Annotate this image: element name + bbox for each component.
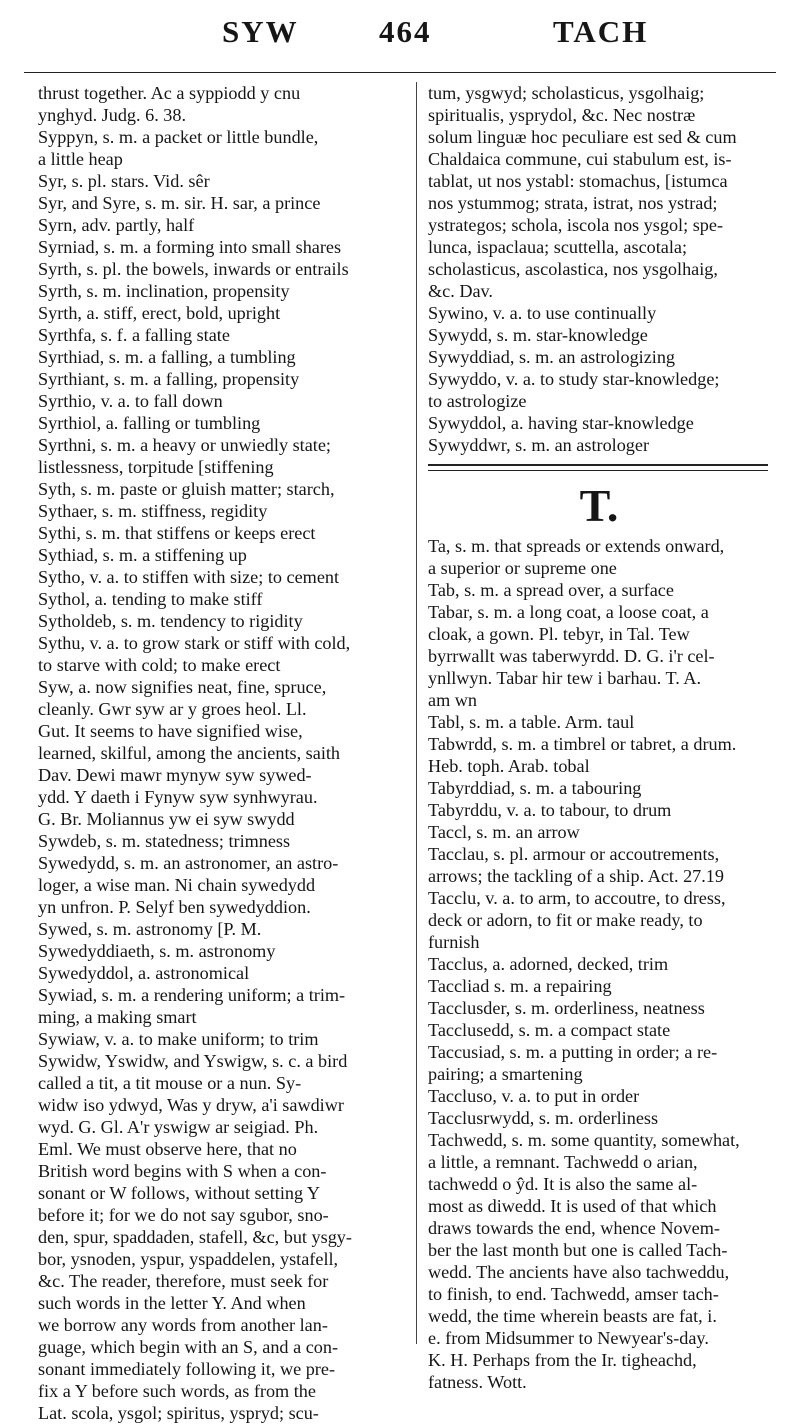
text-line: a little, a remnant. Tachwedd o arian,: [428, 1152, 698, 1172]
text-line: Sythi, s. m. that stiffens or keeps erect: [38, 523, 316, 543]
text-line: widw iso ydwyd, Was y dryw, a'i sawdiwr: [38, 1095, 344, 1115]
text-line: Syrthiol, a. falling or tumbling: [38, 413, 261, 433]
right-column-top: [428, 82, 780, 456]
text-line: am wn: [428, 690, 477, 710]
text-line: Taccluso, v. a. to put in order: [428, 1086, 640, 1106]
right-column-bottom: [428, 535, 780, 1393]
text-line: Taccl, s. m. an arrow: [428, 822, 580, 842]
text-line: solum linguæ hoc peculiare est sed & cum: [428, 127, 737, 147]
text-line: loger, a wise man. Ni chain sywedydd: [38, 875, 316, 895]
text-line: Eml. We must observe here, that no: [38, 1139, 297, 1159]
text-line: to starve with cold; to make erect: [38, 655, 281, 675]
text-line: tablat, ut nos ystabl: stomachus, [istumca: [428, 171, 728, 191]
text-line: Sytholdeb, s. m. tendency to rigidity: [38, 611, 303, 631]
text-line: Gut. It seems to have signified wise,: [38, 721, 303, 741]
text-line: wedd, the time wherein beasts are fat, i.: [428, 1306, 717, 1326]
section-letter: T.: [579, 480, 619, 531]
text-line: Sywiad, s. m. a rendering uniform; a trim-: [38, 985, 346, 1005]
text-line: Sywedyddol, a. astronomical: [38, 963, 250, 983]
text-line: most as diwedd. It is used of that which: [428, 1196, 717, 1216]
text-line: Syw, a. now signifies neat, fine, spruce,: [38, 677, 327, 697]
text-line: Sywino, v. a. to use continually: [428, 303, 657, 323]
text-line: Syrn, adv. partly, half: [38, 215, 195, 235]
text-line: Syrthio, v. a. to fall down: [38, 391, 223, 411]
text-line: Ta, s. m. that spreads or extends onward,: [428, 536, 725, 556]
text-line: ydd. Y daeth i Fynyw syw synhwyrau.: [38, 787, 318, 807]
text-line: listlessness, torpitude [stiffening: [38, 457, 274, 477]
header-right-guideword: TACH: [553, 14, 649, 49]
text-line: Sywidw, Yswidw, and Yswigw, s. c. a bird: [38, 1051, 348, 1071]
text-line: to finish, to end. Tachwedd, amser tach-: [428, 1284, 719, 1304]
text-line: Tab, s. m. a spread over, a surface: [428, 580, 674, 600]
text-line: before it; for we do not say sgubor, sno-: [38, 1205, 329, 1225]
right-column: [428, 82, 780, 1393]
text-line: Sythaer, s. m. stiffness, regidity: [38, 501, 268, 521]
text-line: Sythiad, s. m. a stiffening up: [38, 545, 247, 565]
text-line: Tabwrdd, s. m. a timbrel or tabret, a drum.: [428, 734, 737, 754]
text-line: Taccusiad, s. m. a putting in order; a re-: [428, 1042, 718, 1062]
text-line: pairing; a smartening: [428, 1064, 583, 1084]
text-line: Tachwedd, s. m. some quantity, somewhat,: [428, 1130, 740, 1150]
text-line: Sywyddol, a. having star-knowledge: [428, 413, 694, 433]
text-line: Tacclusrwydd, s. m. orderliness: [428, 1108, 659, 1128]
text-line: ynghyd. Judg. 6. 38.: [38, 105, 187, 125]
text-line: a little heap: [38, 149, 123, 169]
text-line: tachwedd o ŷd. It is also the same al-: [428, 1174, 698, 1194]
text-line: den, spur, spaddaden, stafell, &c, but ysgy-: [38, 1227, 352, 1247]
text-line: learned, skilful, among the ancients, saith: [38, 743, 341, 763]
text-line: Syrthfa, s. f. a falling state: [38, 325, 230, 345]
text-line: Syr, and Syre, s. m. sir. H. sar, a prince: [38, 193, 321, 213]
text-line: Sywdeb, s. m. statedness; trimness: [38, 831, 291, 851]
text-line: wedd. The ancients have also tachweddu,: [428, 1262, 730, 1282]
text-line: Lat. scola, ysgol; spiritus, yspryd; scu-: [38, 1403, 319, 1423]
text-line: ynllwyn. Tabar hir tew i barhau. T. A.: [428, 668, 701, 688]
text-line: Heb. toph. Arab. tobal: [428, 756, 590, 776]
text-line: we borrow any words from another lan-: [38, 1315, 328, 1335]
text-line: Sywedyddiaeth, s. m. astronomy: [38, 941, 276, 961]
text-line: sonant or W follows, without setting Y: [38, 1183, 321, 1203]
text-line: scholasticus, ascolastica, nos ysgolhaig,: [428, 259, 718, 279]
text-line: Taccliad s. m. a repairing: [428, 976, 612, 996]
text-line: arrows; the tackling of a ship. Act. 27.19: [428, 866, 724, 886]
text-line: yn unfron. P. Selyf ben sywedyddion.: [38, 897, 311, 917]
header-left-guideword: SYW: [222, 14, 299, 49]
header-rule: [24, 72, 776, 73]
text-line: to astrologize: [428, 391, 527, 411]
text-line: Syrth, a. stiff, erect, bold, upright: [38, 303, 281, 323]
text-line: Sywydd, s. m. star-knowledge: [428, 325, 648, 345]
text-line: Sythol, a. tending to make stiff: [38, 589, 263, 609]
text-line: tum, ysgwyd; scholasticus, ysgolhaig;: [428, 83, 705, 103]
text-line: ber the last month but one is called Tach-: [428, 1240, 728, 1260]
text-line: Sywyddwr, s. m. an astrologer: [428, 435, 650, 455]
text-line: Chaldaica commune, cui stabulum est, is-: [428, 149, 732, 169]
text-line: Syr, s. pl. stars. Vid. sêr: [38, 171, 210, 191]
text-line: Syrniad, s. m. a forming into small shares: [38, 237, 342, 257]
text-line: such words in the letter Y. And when: [38, 1293, 306, 1313]
text-line: Tacclau, s. pl. armour or accoutrements,: [428, 844, 720, 864]
text-line: Tacclu, v. a. to arm, to accoutre, to dress,: [428, 888, 726, 908]
text-line: spiritualis, ysprydol, &c. Nec nostræ: [428, 105, 696, 125]
column-divider: [416, 82, 417, 1344]
page-header: [0, 4, 801, 74]
text-line: Sywedydd, s. m. an astronomer, an astro-: [38, 853, 339, 873]
text-line: &c. The reader, therefore, must seek for: [38, 1271, 329, 1291]
text-line: Sytho, v. a. to stiffen with size; to cement: [38, 567, 340, 587]
text-line: Tabar, s. m. a long coat, a loose coat, a: [428, 602, 709, 622]
text-line: Syrth, s. m. inclination, propensity: [38, 281, 290, 301]
text-line: cleanly. Gwr syw ar y groes heol. Ll.: [38, 699, 307, 719]
text-line: deck or adorn, to fit or make ready, to: [428, 910, 703, 930]
text-line: called a tit, a tit mouse or a nun. Sy-: [38, 1073, 302, 1093]
text-line: Syppyn, s. m. a packet or little bundle,: [38, 127, 319, 147]
text-line: sonant immediately following it, we pre-: [38, 1359, 335, 1379]
text-line: Syrthni, s. m. a heavy or unwiedly state;: [38, 435, 331, 455]
page-number: 464: [379, 14, 432, 49]
section-separator: [428, 464, 768, 471]
text-line: nos ystummog; strata, istrat, nos ystrad;: [428, 193, 718, 213]
text-line: bor, ysnoden, yspur, yspaddelen, ystafell,: [38, 1249, 339, 1269]
text-line: Tabyrddu, v. a. to tabour, to drum: [428, 800, 672, 820]
text-line: lunca, ispaclaua; scuttella, ascotala;: [428, 237, 688, 257]
text-line: furnish: [428, 932, 480, 952]
text-line: Sywyddiad, s. m. an astrologizing: [428, 347, 676, 367]
text-line: Syth, s. m. paste or gluish matter; starch,: [38, 479, 335, 499]
text-line: thrust together. Ac a syppiodd y cnu: [38, 83, 301, 103]
text-line: Sywed, s. m. astronomy [P. M.: [38, 919, 262, 939]
text-line: fix a Y before such words, as from the: [38, 1381, 316, 1401]
text-line: Sywiaw, v. a. to make uniform; to trim: [38, 1029, 319, 1049]
text-line: Tacclus, a. adorned, decked, trim: [428, 954, 669, 974]
text-line: cloak, a gown. Pl. tebyr, in Tal. Tew: [428, 624, 690, 644]
text-line: Dav. Dewi mawr mynyw syw sywed-: [38, 765, 312, 785]
text-line: a superior or supreme one: [428, 558, 617, 578]
text-line: Tacclusder, s. m. orderliness, neatness: [428, 998, 705, 1018]
text-line: Tacclusedd, s. m. a compact state: [428, 1020, 671, 1040]
text-line: ystrategos; schola, iscola nos ysgol; spe-: [428, 215, 723, 235]
text-line: Tabl, s. m. a table. Arm. taul: [428, 712, 635, 732]
text-line: Syrthiad, s. m. a falling, a tumbling: [38, 347, 296, 367]
text-line: draws towards the end, whence Novem-: [428, 1218, 720, 1238]
text-line: guage, which begin with an S, and a con-: [38, 1337, 339, 1357]
text-line: British word begins with S when a con-: [38, 1161, 327, 1181]
text-line: Sywyddo, v. a. to study star-knowledge;: [428, 369, 720, 389]
text-line: G. Br. Moliannus yw ei syw swydd: [38, 809, 295, 829]
text-line: Syrthiant, s. m. a falling, propensity: [38, 369, 300, 389]
text-line: Syrth, s. pl. the bowels, inwards or entrails: [38, 259, 349, 279]
left-column: [38, 82, 408, 1424]
text-line: K. H. Perhaps from the Ir. tigheachd,: [428, 1350, 697, 1370]
text-line: wyd. G. Gl. A'r yswigw ar seigiad. Ph.: [38, 1117, 319, 1137]
text-line: fatness. Wott.: [428, 1372, 527, 1392]
text-line: e. from Midsummer to Newyear's-day.: [428, 1328, 709, 1348]
text-line: Tabyrddiad, s. m. a tabouring: [428, 778, 642, 798]
text-line: ming, a making smart: [38, 1007, 197, 1027]
text-line: byrrwallt was taberwyrdd. D. G. i'r cel-: [428, 646, 715, 666]
text-line: &c. Dav.: [428, 281, 493, 301]
text-line: Sythu, v. a. to grow stark or stiff with cold,: [38, 633, 351, 653]
